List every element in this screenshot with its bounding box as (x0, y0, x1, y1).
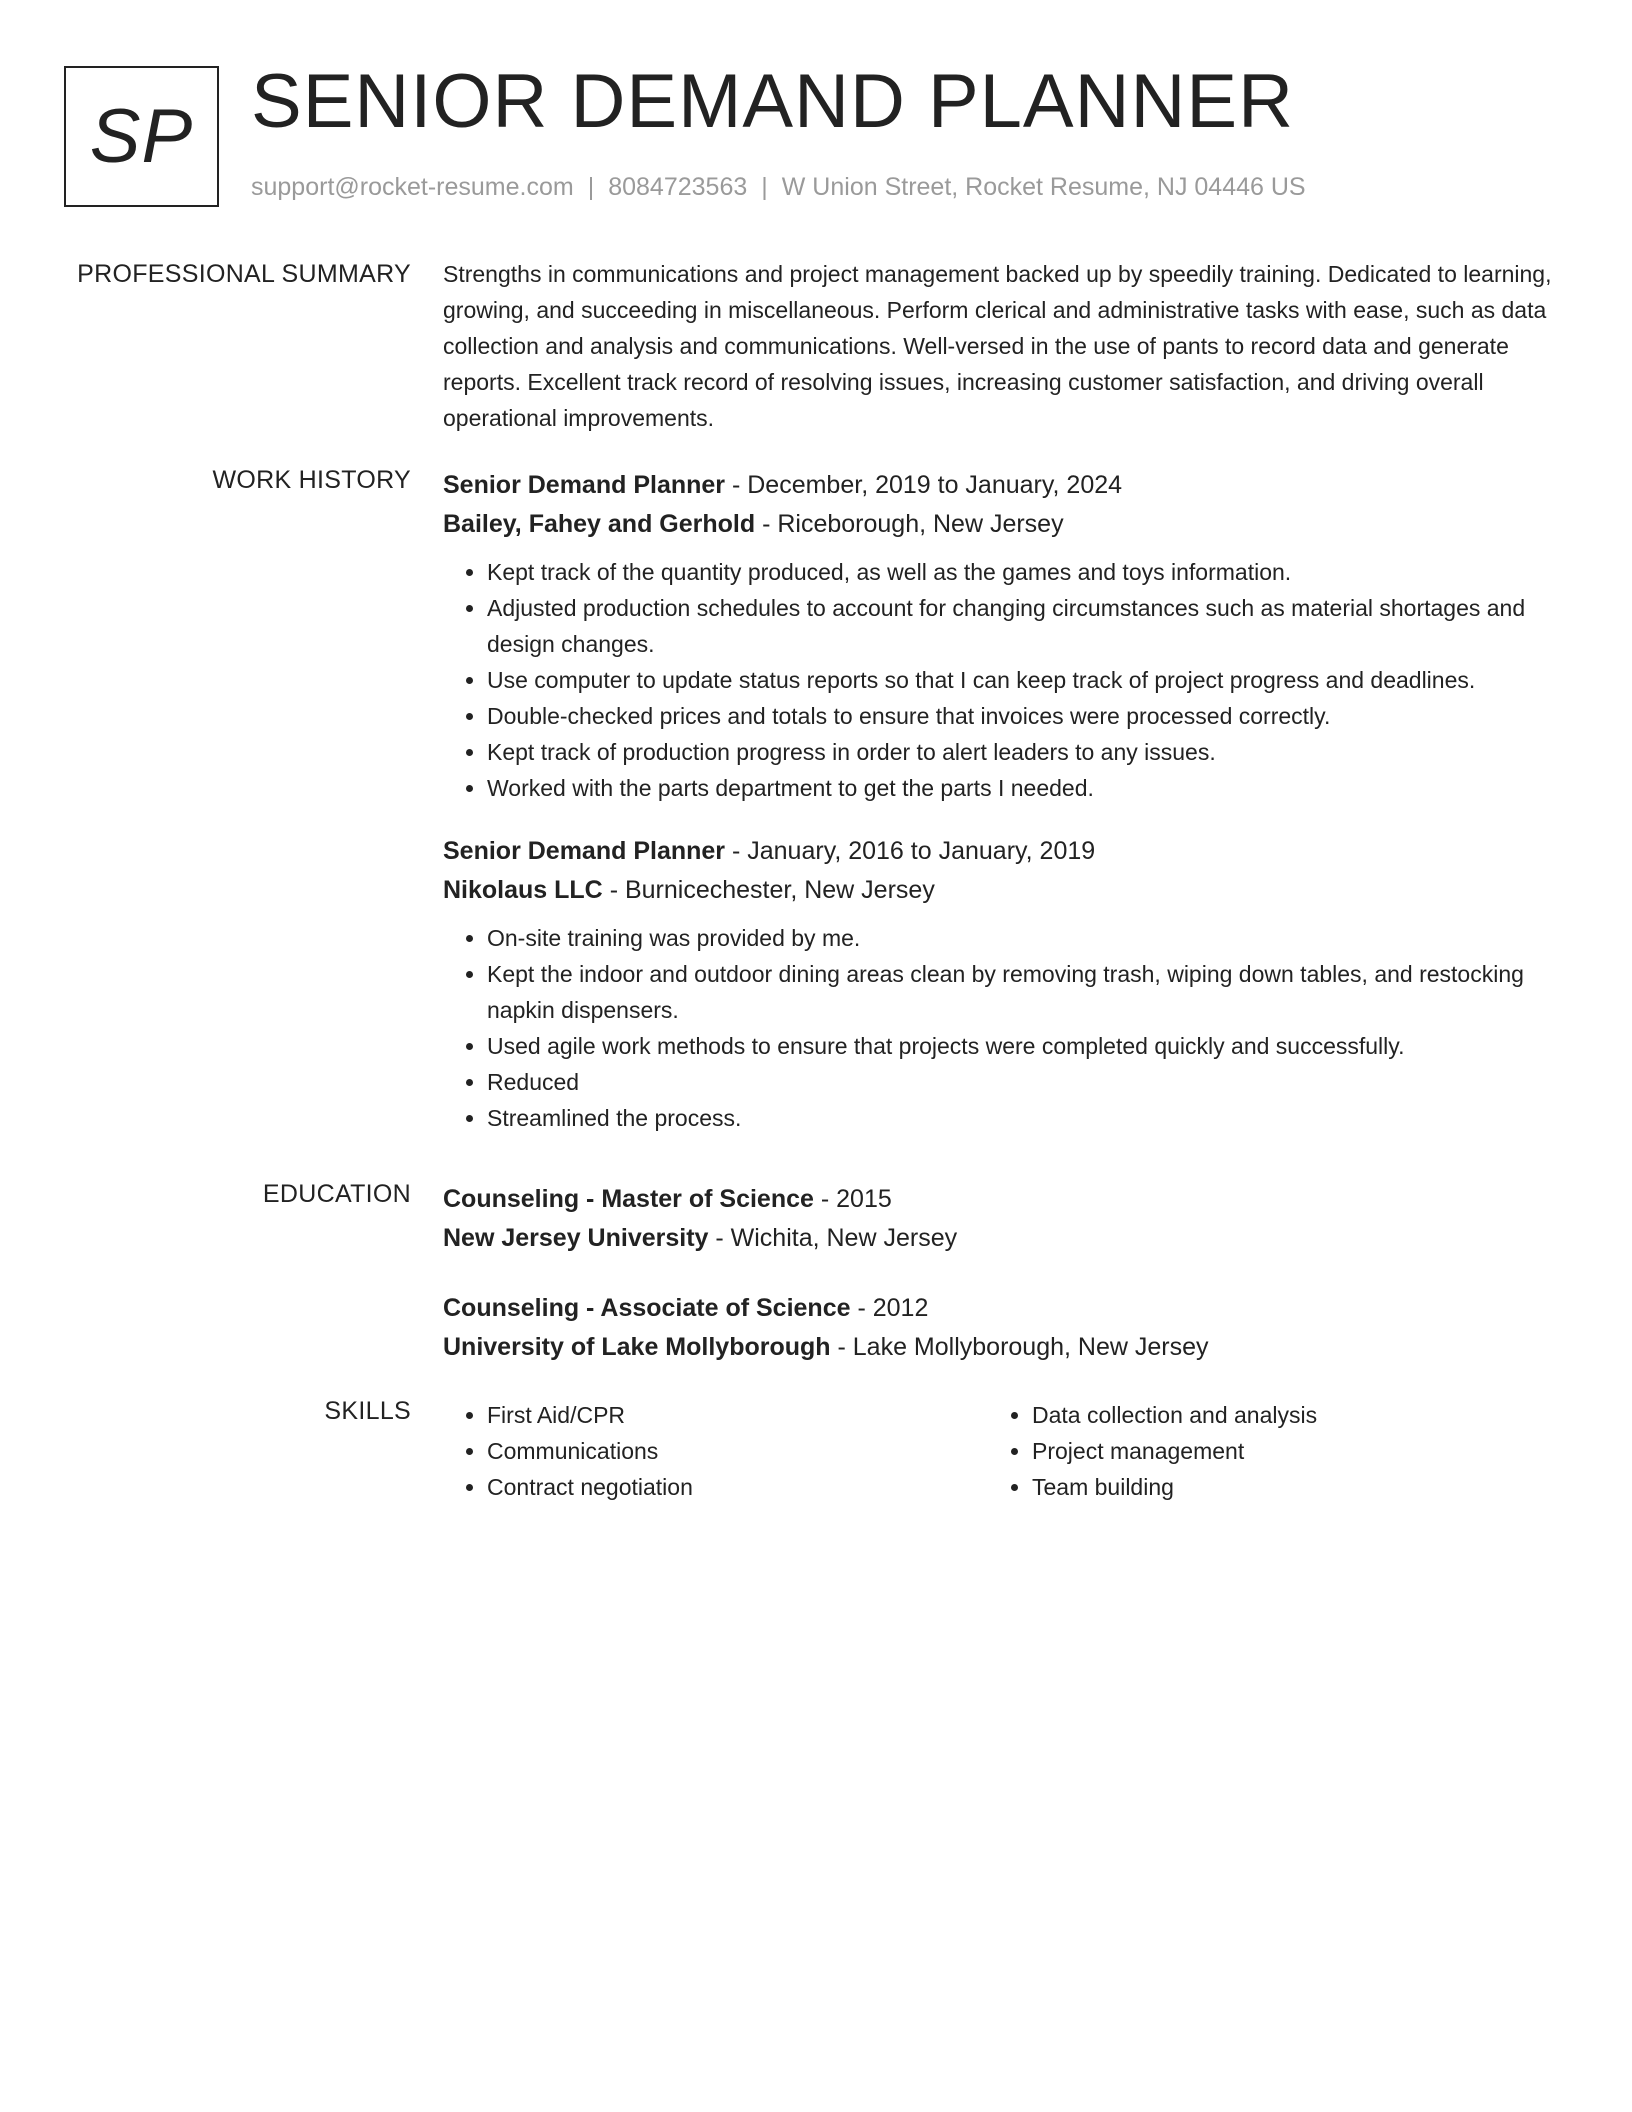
job-dates: - January, 2016 to January, 2019 (725, 837, 1096, 865)
resume-title: SENIOR DEMAND PLANNER (251, 59, 1294, 144)
job-heading (443, 466, 1563, 505)
contact-phone[interactable]: 8084723563 (608, 173, 748, 201)
contact-line (251, 173, 1306, 202)
degree-name: Counseling - Master of Science (443, 1185, 814, 1213)
job-bullets (443, 554, 1563, 806)
job-role: Senior Demand Planner (443, 837, 726, 865)
section-title-work-history: WORK HISTORY (212, 466, 411, 494)
job-location: - Burnicechester, New Jersey (602, 876, 935, 904)
job-role: Senior Demand Planner (443, 471, 726, 499)
skill-item: • First Aid/CPR (487, 1397, 988, 1433)
school-name: New Jersey University (443, 1224, 709, 1252)
school-location: - Wichita, New Jersey (708, 1224, 958, 1252)
summary-text: Strengths in communications and project management backed up by speedily training. Dedicated to learning, growing, and succeeding in miscellaneous. Perform clerical and administrative tasks with ease, such as data collection and analysis and communications. Well-versed in the use of pants to record data and generate reports. Excellent track record of resolving issues, increasing customer satisfaction, and driving overall operational improvements. (443, 261, 1552, 431)
contact-separator: | (587, 173, 595, 201)
contact-separator: | (761, 173, 768, 201)
skill-item: • Contract negotiation (487, 1469, 988, 1505)
job-employer (443, 871, 1563, 910)
school-location: - Lake Mollyborough, New Jersey (830, 1333, 1209, 1361)
job-location: - Riceborough, New Jersey (755, 510, 1064, 538)
list-item: • Adjusted production schedules to account for changing circumstances such as material shortages and design changes. (487, 590, 1563, 662)
job-company: Bailey, Fahey and Gerhold (443, 510, 756, 538)
list-item: • Worked with the parts department to get the parts I needed. (487, 770, 1563, 806)
degree-year: - 2012 (850, 1294, 929, 1322)
list-item: • Kept the indoor and outdoor dining areas clean by removing trash, wiping down tables, and restocking napkin dispensers. (487, 956, 1563, 1028)
skill-item: • Communications (487, 1433, 988, 1469)
skill-item: • Team building (1032, 1469, 1533, 1505)
degree-year: - 2015 (813, 1185, 892, 1213)
school-line (443, 1328, 1563, 1367)
job-heading (443, 832, 1563, 871)
list-item: • Kept track of production progress in order to alert leaders to any issues. (487, 734, 1563, 770)
list-item: • Used agile work methods to ensure that projects were completed quickly and successfully. (487, 1028, 1563, 1064)
degree-heading (443, 1180, 1563, 1219)
skills-grid (443, 1397, 1563, 1505)
contact-address: W Union Street, Rocket Resume, NJ 04446 US (781, 173, 1306, 201)
job-employer (443, 505, 1563, 544)
list-item: • Reduced (487, 1064, 1563, 1100)
list-item: • Streamlined the process. (487, 1100, 1563, 1136)
skills-column-right (988, 1397, 1533, 1505)
school-name: University of Lake Mollyborough (443, 1333, 831, 1361)
job-entry (443, 466, 1563, 806)
section-title-skills: SKILLS (324, 1397, 411, 1425)
degree-name: Counseling - Associate of Science (443, 1294, 851, 1322)
job-bullets (443, 920, 1563, 1136)
skills-column-left (443, 1397, 988, 1505)
contact-email[interactable]: support@rocket-resume.com (251, 173, 574, 201)
education-entry (443, 1180, 1563, 1258)
degree-heading (443, 1289, 1563, 1328)
job-entry (443, 832, 1563, 1136)
list-item: • Double-checked prices and totals to ensure that invoices were processed correctly. (487, 698, 1563, 734)
section-title-summary: PROFESSIONAL SUMMARY (77, 260, 411, 288)
skill-item: • Data collection and analysis (1032, 1397, 1533, 1433)
education-entry (443, 1289, 1563, 1367)
school-line (443, 1219, 1563, 1258)
job-company: Nikolaus LLC (443, 876, 603, 904)
list-item: • Kept track of the quantity produced, as well as the games and toys information. (487, 554, 1563, 590)
skill-item: • Project management (1032, 1433, 1533, 1469)
monogram-logo: SP (64, 66, 219, 207)
job-dates: - December, 2019 to January, 2024 (725, 471, 1123, 499)
section-title-education: EDUCATION (262, 1180, 411, 1208)
list-item: • On-site training was provided by me. (487, 920, 1563, 956)
list-item: • Use computer to update status reports so that I can keep track of project progress and deadlines. (487, 662, 1563, 698)
